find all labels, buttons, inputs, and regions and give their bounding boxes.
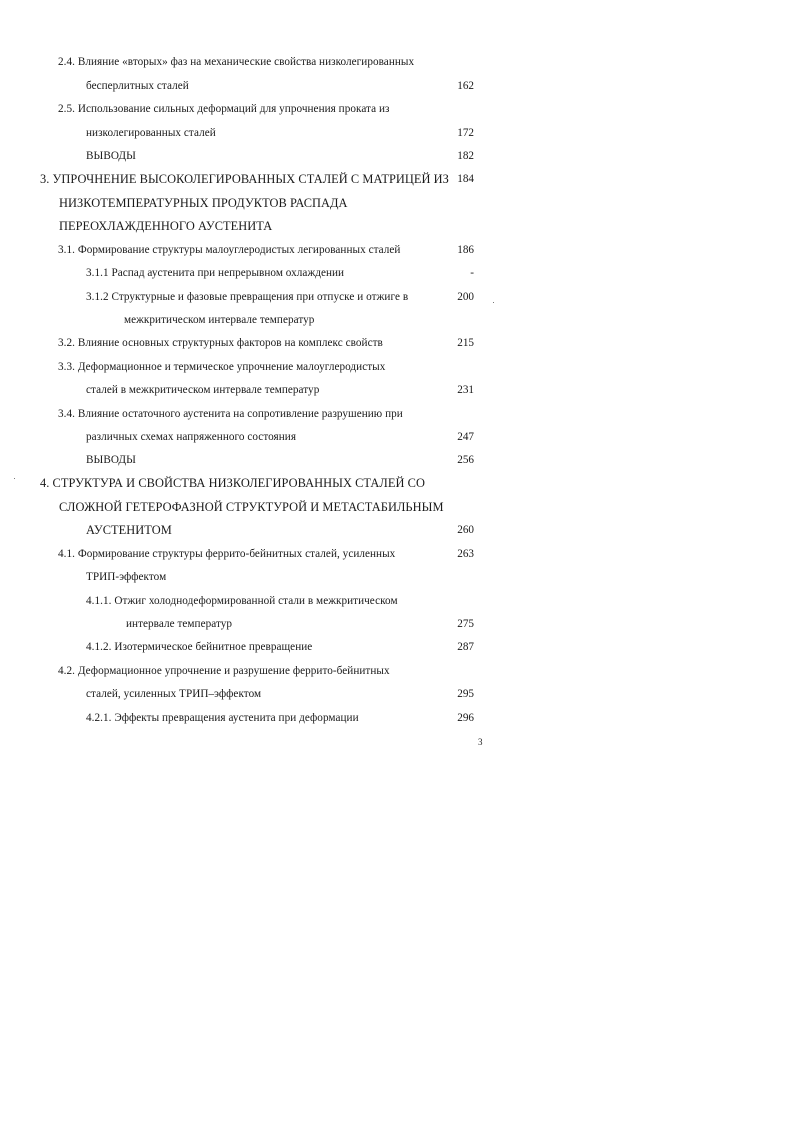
toc-line-4-2: 4.2. Деформационное упрочнение и разрушение феррито-бейнитных [58,665,390,677]
toc-page-number: 256 [457,454,474,466]
toc-line-conclusions-2: ВЫВОДЫ [86,150,136,162]
toc-chapter-4-cont: СЛОЖНОЙ ГЕТЕРОФАЗНОЙ СТРУКТУРОЙ И МЕТАСТАБИЛЬНЫМ [59,500,444,514]
toc-page-number: 260 [457,524,474,536]
toc-page-number: 296 [457,712,474,724]
toc-page-number: 162 [457,80,474,92]
toc-line-3-1: 3.1. Формирование структуры малоуглеродистых легированных сталей [58,244,401,256]
toc-page-number: 287 [457,641,474,653]
toc-page-number: 182 [457,150,474,162]
toc-line-4-1-1: 4.1.1. Отжиг холоднодеформированной стали в межкритическом [86,595,398,607]
toc-chapter-3: 3. УПРОЧНЕНИЕ ВЫСОКОЛЕГИРОВАННЫХ СТАЛЕЙ С МАТРИЦЕЙ ИЗ [40,172,449,186]
toc-chapter-3-cont: ПЕРЕОХЛАЖДЕННОГО АУСТЕНИТА [59,219,273,233]
toc-page-number: 215 [457,337,474,349]
toc-chapter-4-cont: АУСТЕНИТОМ [86,523,172,537]
toc-line-3-1-2: 3.1.2 Структурные и фазовые превращения при отпуске и отжиге в [86,291,409,303]
toc-line-3-3: 3.3. Деформационное и термическое упрочнение малоуглеродистых [58,361,386,373]
toc-page-number: 275 [457,618,474,630]
toc-page-number: 200 [457,291,474,303]
toc-chapter-4: 4. СТРУКТУРА И СВОЙСТВА НИЗКОЛЕГИРОВАННЫХ СТАЛЕЙ СО [40,476,425,490]
toc-line-2-4: 2.4. Влияние «вторых» фаз на механические свойства низколегированных [58,56,415,68]
toc-page-number: 172 [457,127,474,139]
toc-line-4-1: 4.1. Формирование структуры феррито-бейнитных сталей, усиленных [58,548,396,560]
toc-line-4-1-cont: ТРИП-эффектом [86,571,167,583]
toc-chapter-3-cont: НИЗКОТЕМПЕРАТУРНЫХ ПРОДУКТОВ РАСПАДА [59,196,348,210]
toc-line-4-2-cont: сталей, усиленных ТРИП–эффектом [86,688,262,700]
toc-line-2-5-cont: низколегированных сталей [86,127,216,139]
toc-page-number: - [470,267,474,279]
toc-line-4-1-1-cont: интервале температур [126,618,233,630]
scan-speck [493,302,494,303]
toc-page-number: 184 [457,173,474,185]
toc-line-3-1-2-cont: межкритическом интервале температур [124,314,315,326]
toc-line-4-2-1: 4.2.1. Эффекты превращения аустенита при деформации [86,712,359,724]
toc-line-3-4-cont: различных схемах напряженного состояния [86,431,297,443]
toc-page-number: 263 [457,548,474,560]
toc-page-number: 186 [457,244,474,256]
scan-speck [14,478,15,479]
toc-page-number: 295 [457,688,474,700]
toc-line-3-3-cont: сталей в межкритическом интервале температур [86,384,320,396]
toc-line-4-1-2: 4.1.2. Изотермическое бейнитное превращение [86,641,313,653]
toc-line-3-1-1: 3.1.1 Распад аустенита при непрерывном охлаждении [86,267,345,279]
toc-line-2-4-cont: беcперлитных сталей [86,80,189,92]
toc-page-number: 247 [457,431,474,443]
toc-line-conclusions-3: ВЫВОДЫ [86,454,136,466]
toc-line-2-5: 2.5. Использование сильных деформаций для упрочнения проката из [58,103,390,115]
page-number-footer: 3 [478,737,483,747]
toc-page-number: 231 [457,384,474,396]
toc-line-3-4: 3.4. Влияние остаточного аустенита на сопротивление разрушению при [58,408,403,420]
toc-line-3-2: 3.2. Влияние основных структурных факторов на комплекс свойств [58,337,383,349]
